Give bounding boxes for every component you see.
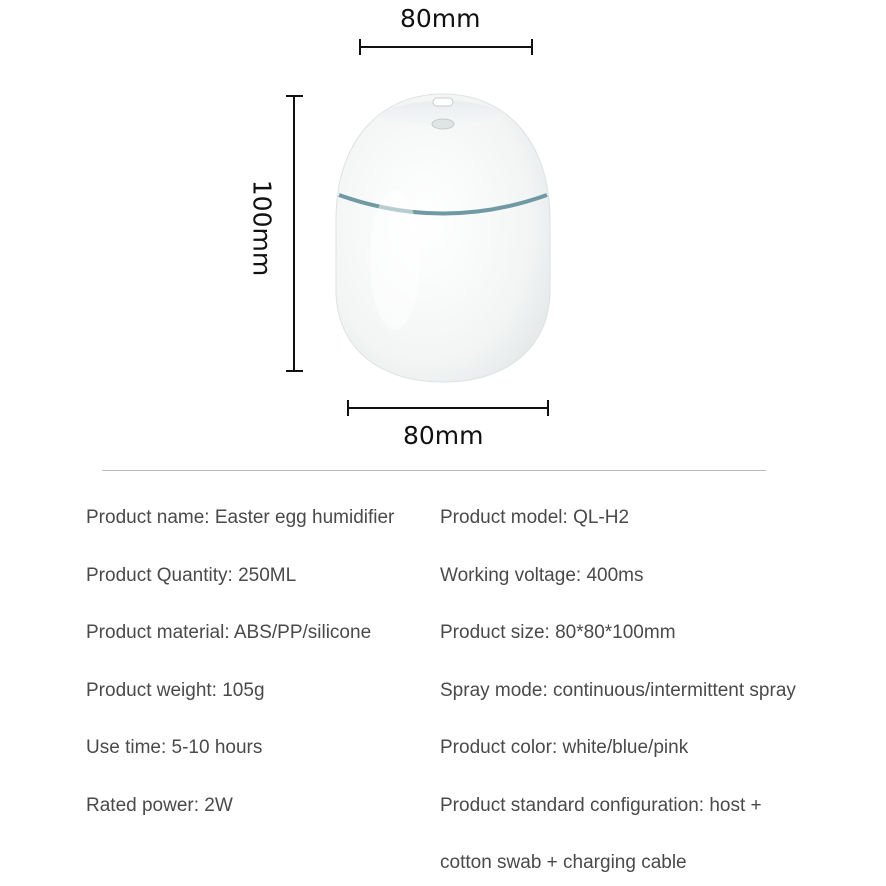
spec-standard-configuration: Product standard configuration: host + <box>440 795 762 816</box>
spec-product-weight: Product weight: 105g <box>86 680 265 701</box>
power-button-icon <box>432 119 454 129</box>
spec-product-name: Product name: Easter egg humidifier <box>86 507 395 528</box>
mist-nozzle-icon <box>433 98 453 106</box>
top-width-label: 80mm <box>400 4 481 33</box>
humidifier-product <box>336 94 550 382</box>
spec-standard-configuration-cont: cotton swab + charging cable <box>440 852 687 873</box>
spec-spray-mode: Spray mode: continuous/intermittent spray <box>440 680 796 701</box>
section-divider <box>102 470 766 471</box>
spec-rated-power: Rated power: 2W <box>86 795 233 816</box>
height-dimension-line <box>286 96 303 371</box>
spec-working-voltage: Working voltage: 400ms <box>440 565 644 586</box>
spec-product-quantity: Product Quantity: 250ML <box>86 565 297 586</box>
spec-product-material: Product material: ABS/PP/silicone <box>86 622 372 643</box>
height-label: 100mm <box>247 179 277 277</box>
bottom-width-label: 80mm <box>403 421 484 450</box>
bottom-width-dimension-line <box>348 400 548 416</box>
spec-product-size: Product size: 80*80*100mm <box>440 622 676 643</box>
spec-product-color: Product color: white/blue/pink <box>440 737 689 758</box>
spec-use-time: Use time: 5-10 hours <box>86 737 263 758</box>
top-width-dimension-line <box>360 39 532 55</box>
spec-product-model: Product model: QL-H2 <box>440 507 630 528</box>
